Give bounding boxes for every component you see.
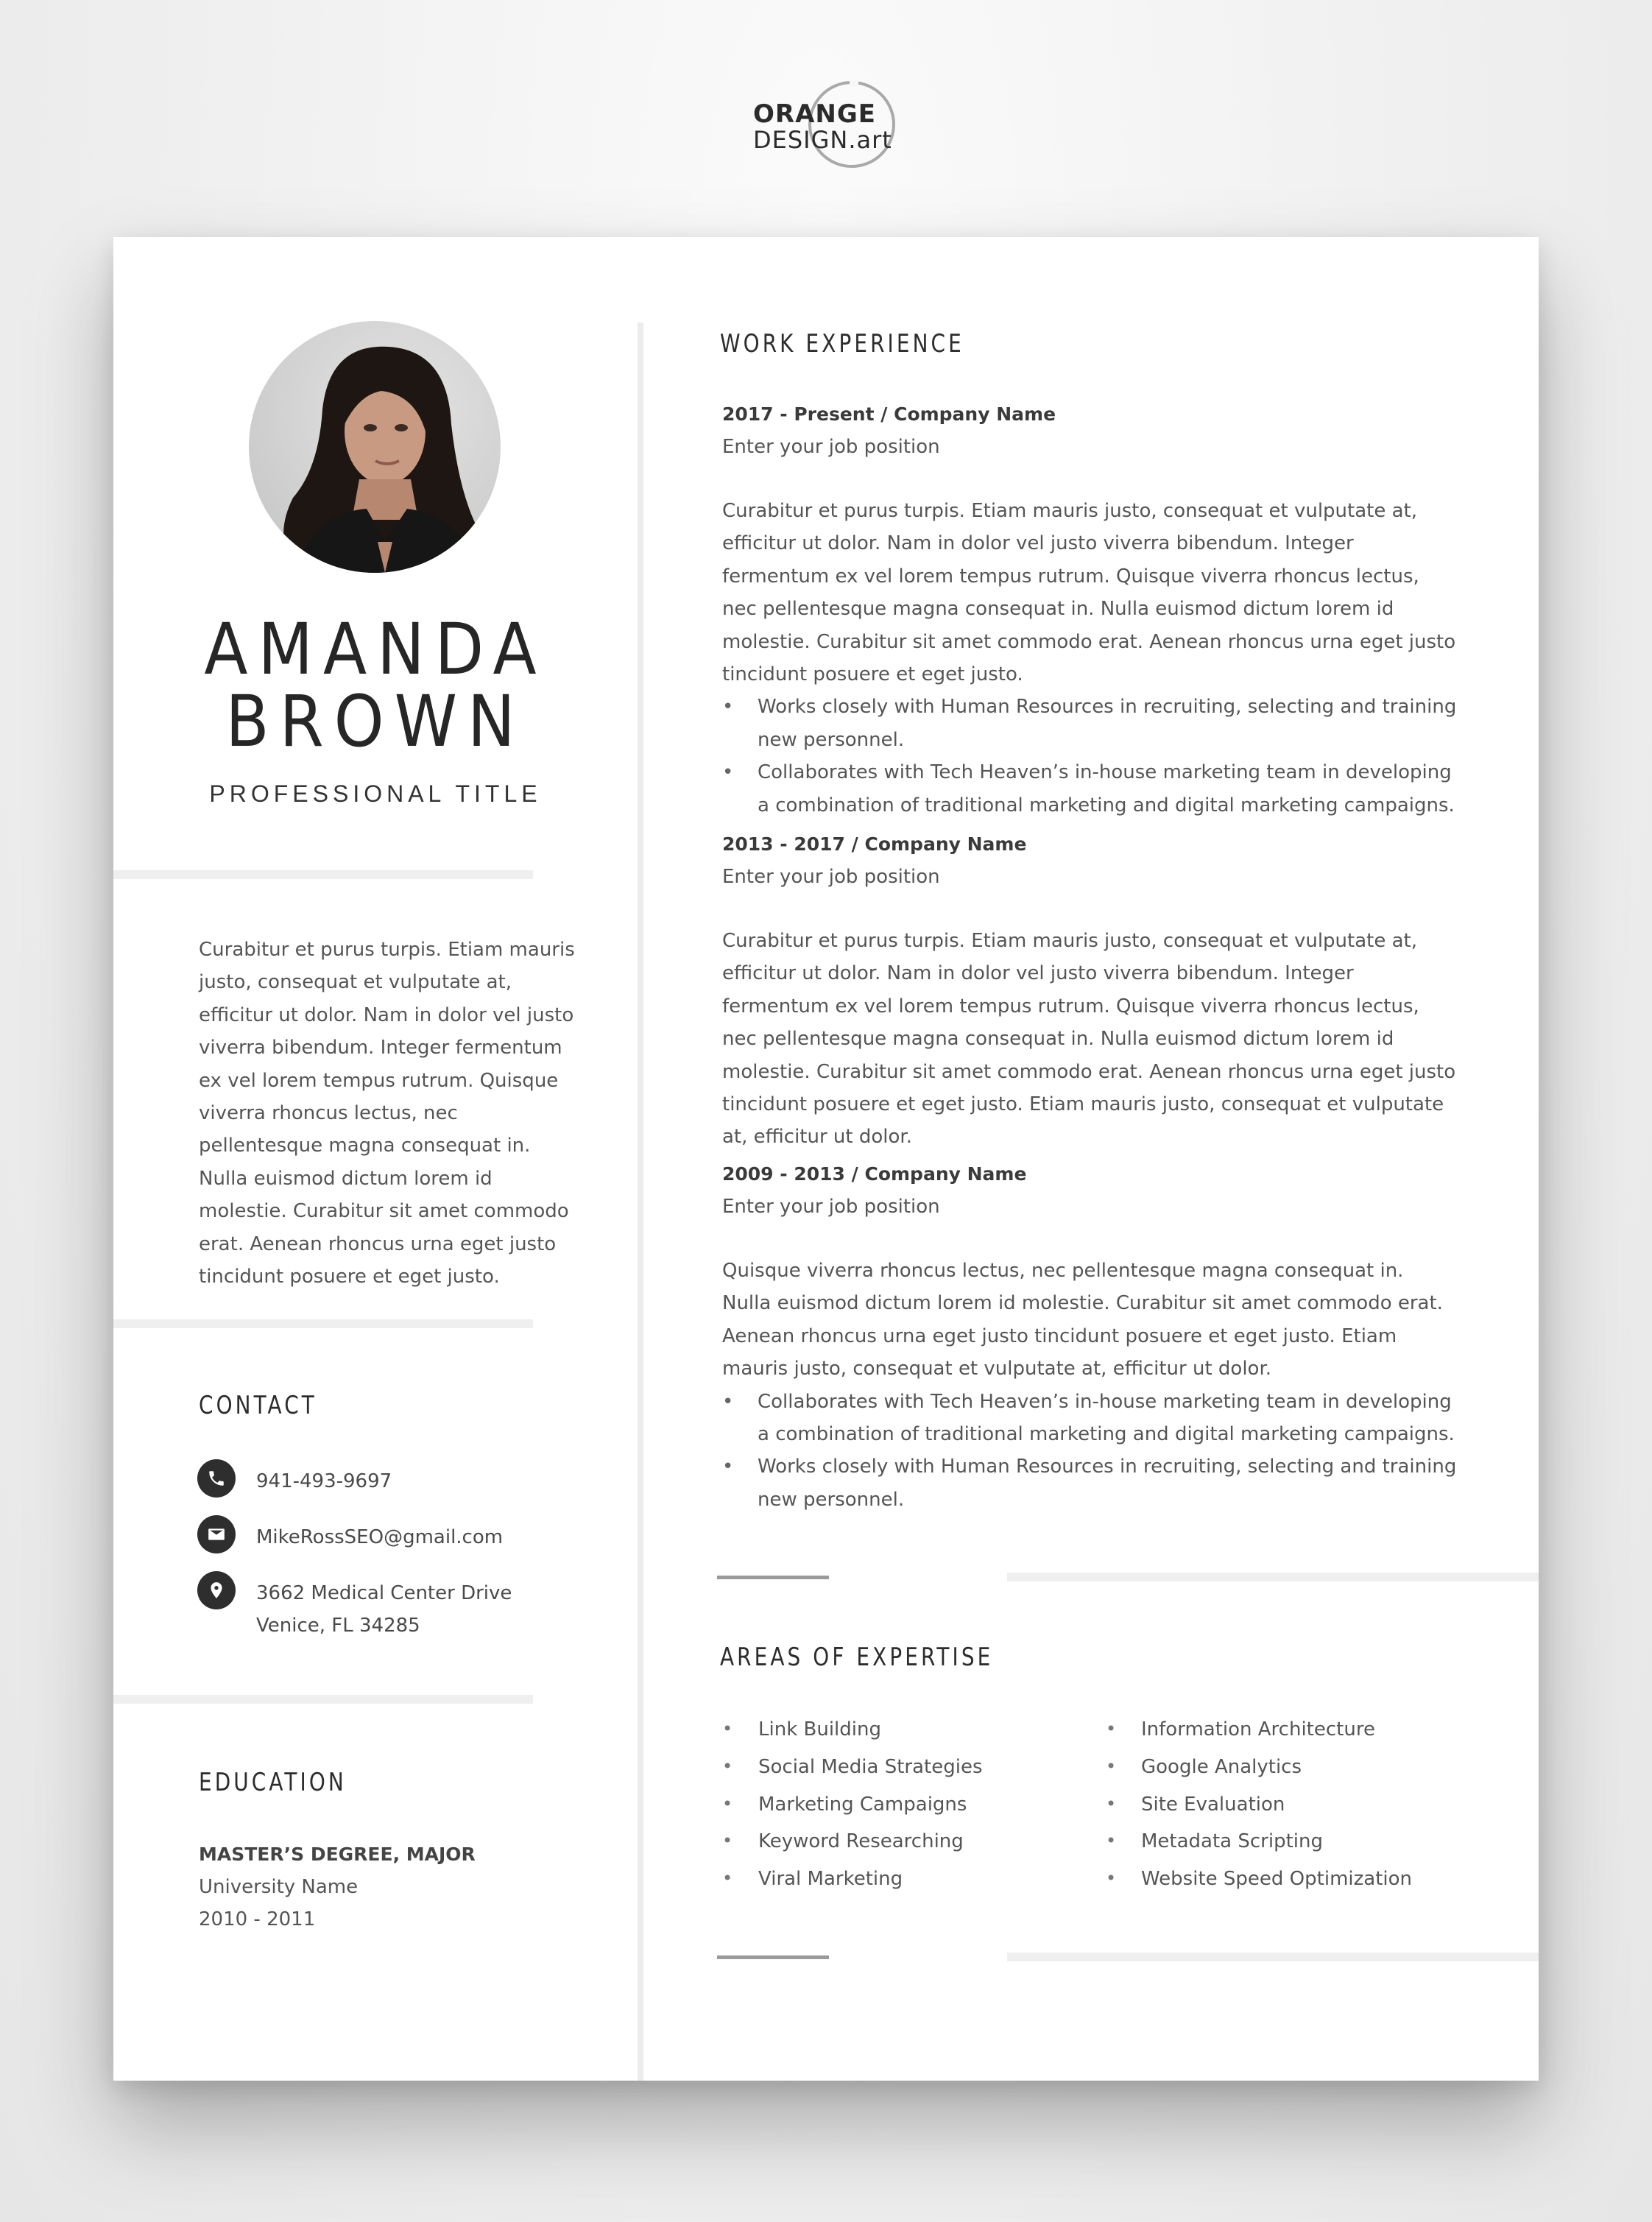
left-separator xyxy=(113,870,533,879)
bullet: • xyxy=(722,1718,733,1739)
job-position: Enter your job position xyxy=(722,1196,940,1218)
last-name: BROWN xyxy=(225,680,526,763)
job-description-block xyxy=(722,1255,1458,1516)
profile-photo xyxy=(249,321,501,573)
job-bullet: • Works closely with Human Resources in recruiting, selecting and training new personnel. xyxy=(722,691,1458,756)
job-description: Quisque viverra rhoncus lectus, nec pellentesque magna consequat in. Nulla euismod dictum lorem id molestie. Curabitur sit amet commodo erat. Aenean rhoncus urna eget justo tincidunt posuere et eget justo. Etiam mauris justo, consequat et vulputate at, efficitur ut dolor. xyxy=(722,1260,1443,1380)
expertise-item: Viral Marketing xyxy=(758,1868,903,1890)
about-text: Curabitur et purus turpis. Etiam mauris justo, consequat et vulputate at, efficitur ut dolor. Nam in dolor vel justo viverra bibendum. Integer fermentum ex vel lorem tempus rutrum. Quisque viverra rhoncus lectus, nec pellentesque magna consequat in. Nulla euismod dictum lorem id molestie. Curabitur sit amet commodo erat. Aenean rhoncus urna eget justo tincidunt posuere et eget justo. xyxy=(199,939,575,1288)
education-heading: EDUCATION xyxy=(199,1768,347,1797)
envelope-icon xyxy=(197,1515,236,1553)
expertise-item: Information Architecture xyxy=(1141,1718,1375,1740)
section-separator xyxy=(1007,1953,1539,1961)
job-description-block xyxy=(722,495,1458,822)
brand-logo xyxy=(751,80,906,175)
section-accent-line xyxy=(717,1576,829,1579)
expertise-heading: AREAS OF EXPERTISE xyxy=(720,1643,994,1672)
expertise-item: Social Media Strategies xyxy=(758,1756,983,1778)
phone-number[interactable]: 941-493-9697 xyxy=(256,1470,392,1492)
expertise-item: Link Building xyxy=(758,1718,881,1740)
bullet: • xyxy=(1106,1718,1117,1739)
expertise-item: Marketing Campaigns xyxy=(758,1794,967,1816)
university-name: University Name xyxy=(199,1876,359,1898)
bullet: • xyxy=(1106,1830,1117,1851)
left-separator xyxy=(113,1319,533,1328)
job-header: 2009 - 2013 / Company Name xyxy=(722,1163,1027,1185)
expertise-item: Site Evaluation xyxy=(1141,1794,1285,1816)
job-bullet: • Collaborates with Tech Heaven’s in-house marketing team in developing a combination of traditional marketing and digital marketing campaigns. xyxy=(722,756,1458,822)
job-bullet: • Works closely with Human Resources in recruiting, selecting and training new personnel. xyxy=(722,1450,1458,1516)
job-description-block xyxy=(722,925,1458,1154)
bullet: • xyxy=(722,1794,733,1814)
resume-sheet xyxy=(113,237,1539,2081)
degree: MASTER’S DEGREE, MAJOR xyxy=(199,1844,476,1865)
logo-line2: DESIGN.art xyxy=(753,126,892,154)
section-separator xyxy=(1007,1573,1539,1581)
expertise-item: Website Speed Optimization xyxy=(1141,1868,1412,1890)
education-years: 2010 - 2011 xyxy=(199,1908,316,1930)
bullet: • xyxy=(1106,1868,1117,1888)
address-line2: Venice, FL 34285 xyxy=(256,1615,420,1637)
job-position: Enter your job position xyxy=(722,436,940,458)
email-address[interactable]: MikeRossSEO@gmail.com xyxy=(256,1526,504,1548)
bullet: • xyxy=(722,1830,733,1851)
location-pin-icon xyxy=(197,1571,236,1609)
work-experience-heading: WORK EXPERIENCE xyxy=(720,329,964,359)
bullet: • xyxy=(722,1756,733,1777)
job-description: Curabitur et purus turpis. Etiam mauris justo, consequat et vulputate at, efficitur ut dolor. Nam in dolor vel justo viverra bibendum. Integer fermentum ex vel lorem tempus rutrum. Quisque viverra rhoncus lectus, nec pellentesque magna consequat in. Nulla euismod dictum lorem id molestie. Curabitur sit amet commodo erat. Aenean rhoncus urna eget justo tincidunt posuere et eget justo. xyxy=(722,500,1456,686)
bullet: • xyxy=(1106,1756,1117,1777)
phone-icon xyxy=(197,1459,236,1498)
address-line1: 3662 Medical Center Drive xyxy=(256,1582,512,1604)
professional-title: PROFESSIONAL TITLE xyxy=(209,780,542,807)
bullet: • xyxy=(722,1868,733,1888)
bullet: • xyxy=(1106,1794,1117,1814)
job-description: Curabitur et purus turpis. Etiam mauris justo, consequat et vulputate at, efficitur ut dolor. Nam in dolor vel justo viverra bibendum. Integer fermentum ex vel lorem tempus rutrum. Quisque viverra rhoncus lectus, nec pellentesque magna consequat in. Nulla euismod dictum lorem id molestie. Curabitur sit amet commodo erat. Aenean rhoncus urna eget justo tincidunt posuere et eget justo. Etiam mauris justo, consequat et vulputate at, efficitur ut dolor. xyxy=(722,930,1456,1149)
left-separator xyxy=(113,1695,533,1704)
expertise-item: Google Analytics xyxy=(1141,1756,1302,1778)
logo-line1: ORANGE xyxy=(753,99,876,129)
column-divider xyxy=(638,322,643,2081)
first-name: AMANDA xyxy=(204,608,547,691)
expertise-item: Keyword Researching xyxy=(758,1830,964,1852)
contact-heading: CONTACT xyxy=(199,1391,317,1420)
expertise-item: Metadata Scripting xyxy=(1141,1830,1323,1852)
job-bullet: • Collaborates with Tech Heaven’s in-house marketing team in developing a combination of traditional marketing and digital marketing campaigns. xyxy=(722,1386,1458,1451)
job-header: 2013 - 2017 / Company Name xyxy=(722,833,1027,855)
job-position: Enter your job position xyxy=(722,866,940,888)
section-accent-line xyxy=(717,1955,829,1959)
job-header: 2017 - Present / Company Name xyxy=(722,403,1056,425)
